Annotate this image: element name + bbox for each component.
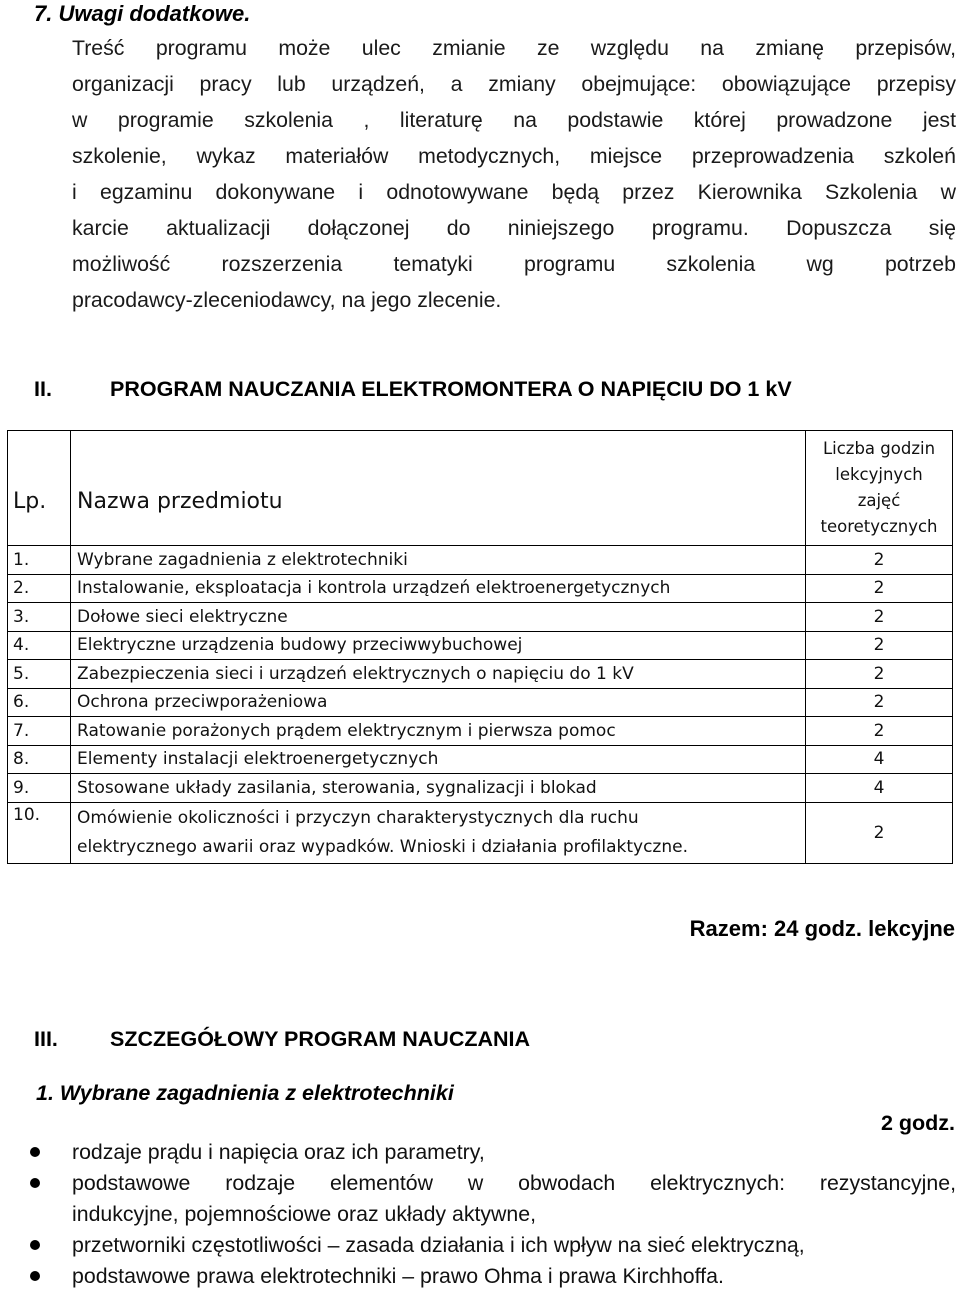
row-subject: Elektryczne urządzenia budowy przeciwwybuchowej [71,631,806,660]
row-subject-line: Omówienie okoliczności i przyczyn charakterystycznych dla ruchu [77,807,639,828]
row-subject: Instalowanie, eksploatacja i kontrola urządzeń elektroenergetycznych [71,574,806,603]
row-number: 8. [8,745,71,774]
list-item [30,1261,956,1292]
paragraph-line: szkolenie, wykaz materiałów metodycznych, miejsce przeprowadzenia szkoleń [72,144,956,168]
row-subject [71,802,806,863]
bullet-icon [30,1147,40,1157]
bullet-icon [30,1240,40,1250]
header-hours-line: teoretycznych [820,517,938,536]
row-number: 9. [8,774,71,803]
topic-1-heading: 1. Wybrane zagadnienia z elektrotechniki [36,1081,454,1105]
row-hours: 2 [806,631,953,660]
row-subject: Elementy instalacji elektroenergetycznych [71,745,806,774]
row-subject: Dołowe sieci elektryczne [71,603,806,632]
row-subject: Ochrona przeciwporażeniowa [71,688,806,717]
section-3-title: SZCZEGÓŁOWY PROGRAM NAUCZANIA [110,1027,531,1051]
row-number: 7. [8,717,71,746]
row-hours: 2 [806,717,953,746]
row-hours: 2 [806,574,953,603]
row-number: 5. [8,660,71,689]
topic-1-hours: 2 godz. [880,1111,955,1135]
header-hours [806,431,953,546]
paragraph-line: pracodawcy-zleceniodawcy, na jego zlecenie. [72,288,502,312]
table-row [8,574,953,603]
topic-1-bullet-list [30,1137,956,1292]
paragraph-line: karcie aktualizacji dołączonej do niniejszego programu. Dopuszcza się [72,216,956,240]
paragraph-line: w programie szkolenia , literaturę na podstawie której prowadzone jest [72,108,956,132]
list-item-text: rodzaje prądu i napięcia oraz ich parametry, [72,1140,485,1164]
table-row [8,774,953,803]
row-number: 4. [8,631,71,660]
table-header-row [8,431,953,546]
section-3-number: III. [34,1027,58,1051]
row-subject: Ratowanie porażonych prądem elektrycznym i pierwsza pomoc [71,717,806,746]
paragraph-line: Treść programu może ulec zmianie ze względu na zmianę przepisów, [72,36,956,60]
row-number: 2. [8,574,71,603]
paragraph-line: i egzaminu dokonywane i odnotowywane będą przez Kierownika Szkolenia w [72,180,956,204]
header-subject-name: Nazwa przedmiotu [77,488,283,514]
header-lp: Lp. [13,488,47,514]
row-number: 1. [8,546,71,575]
row-number: 6. [8,688,71,717]
row-subject-line: elektrycznego awarii oraz wypadków. Wnioski i działania profilaktyczne. [77,836,688,857]
list-item-text: indukcyjne, pojemnościowe oraz układy aktywne, [72,1202,537,1226]
program-table [7,430,953,864]
row-hours: 4 [806,774,953,803]
list-item [30,1230,956,1261]
header-hours-line: lekcyjnych [835,465,923,484]
table-row [8,603,953,632]
section-7-paragraph [72,30,956,318]
list-item-text: przetworniki częstotliwości – zasada działania i ich wpływ na sieć elektryczną, [72,1233,805,1257]
row-hours: 2 [806,802,953,863]
section-2-number: II. [34,377,52,401]
section-7-heading: 7. Uwagi dodatkowe. [34,1,251,26]
row-subject: Zabezpieczenia sieci i urządzeń elektrycznych o napięciu do 1 kV [71,660,806,689]
row-subject: Wybrane zagadnienia z elektrotechniki [71,546,806,575]
bullet-icon [30,1178,40,1188]
list-item-text: podstawowe prawa elektrotechniki – prawo Ohma i prawa Kirchhoffa. [72,1264,724,1288]
header-hours-line: zajęć [857,491,901,510]
bullet-icon [30,1271,40,1281]
table-row [8,660,953,689]
row-subject: Stosowane układy zasilania, sterowania, sygnalizacji i blokad [71,774,806,803]
table-row [8,717,953,746]
row-number: 10. [8,802,71,863]
section-2-title: PROGRAM NAUCZANIA ELEKTROMONTERA O NAPIĘCIU DO 1 kV [110,377,792,401]
table-row [8,688,953,717]
table-row [8,745,953,774]
row-hours: 4 [806,745,953,774]
header-hours-line: Liczba godzin [822,439,936,458]
table-row [8,631,953,660]
list-item-text: podstawowe rodzaje elementów w obwodach elektrycznych: rezystancyjne, [72,1171,956,1195]
table-row [8,546,953,575]
list-item [30,1137,956,1168]
row-hours: 2 [806,603,953,632]
list-item [30,1168,956,1230]
row-hours: 2 [806,660,953,689]
row-hours: 2 [806,546,953,575]
paragraph-line: organizacji pracy lub urządzeń, a zmiany obejmujące: obowiązujące przepisy [72,72,956,96]
table-row [8,802,953,863]
row-hours: 2 [806,688,953,717]
paragraph-line: możliwość rozszerzenia tematyki programu szkolenia wg potrzeb [72,252,956,276]
total-hours: Razem: 24 godz. lekcyjne [689,916,955,941]
row-number: 3. [8,603,71,632]
